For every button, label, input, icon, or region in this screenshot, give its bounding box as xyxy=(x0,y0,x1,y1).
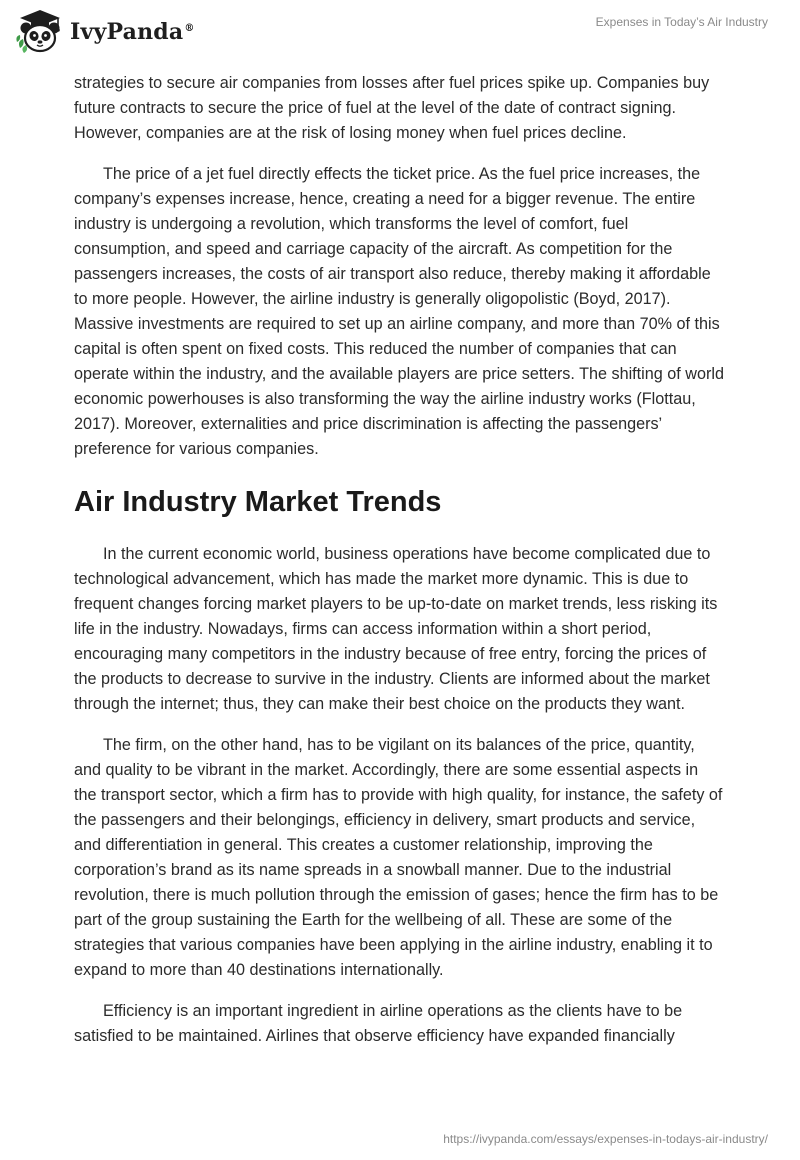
ivypanda-logo[interactable] xyxy=(14,8,195,56)
paragraph-economic-world: In the current economic world, business operations have become complicated due to technological advancement, which has made the market more dynamic. This is due to frequent changes forcing market players to be up-to-date on market trends, less risking its life in the industry. Nowadays, firms can access information within a short period, encouraging many competitors in the industry because of free entry, forcing the prices of the products to decrease to survive in the industry. Clients are informed about the market through the internet; thus, they can make their best choice on the products they want. xyxy=(74,545,718,713)
paragraph-firm-vigilance: The firm, on the other hand, has to be vigilant on its balances of the price, quantity, and quality to be vibrant in the market. Accordingly, there are some essential aspects in the transport sector, which a firm has to provide with high quality, for instance, the safety of the passengers and their belongings, efficiency in delivery, smart products and service, and differentiation in general. This creates a customer relationship, improving the corporation’s brand as its name spreads in a snowball manner. Due to the industrial revolution, there is much pollution through the emission of gases; hence the firm has to be part of the group sustaining the Earth for the wellbeing of all. These are some of the strategies that various companies have been applying in the airline industry, enabling it to expand to more than 40 destinations internationally. xyxy=(74,736,723,979)
panda-graduate-icon xyxy=(14,8,66,56)
registered-mark: ® xyxy=(184,22,195,34)
document-title: Expenses in Today’s Air Industry xyxy=(595,15,768,29)
paragraph-jet-fuel: The price of a jet fuel directly effects the ticket price. As the fuel price increases, the company’s expenses increase, hence, creating a need for a bigger revenue. The entire industry is undergoing a revolution, which transforms the level of comfort, fuel consumption, and speed and carriage capacity of the aircraft. As competition for the passengers increases, the costs of air transport also reduce, thereby making it affordable to more people. However, the airline industry is generally oligopolistic (Boyd, 2017). Massive investments are required to set up an airline company, and more than 70% of this capital is often spent on fixed costs. This reduced the number of companies that can operate within the industry, and the available players are price setters. The shifting of world economic powerhouses is also transforming the way the airline industry works (Flottau, 2017). Moreover, externalities and price discrimination is affecting the passengers’ preference for various companies. xyxy=(74,165,724,458)
essay-content xyxy=(74,71,724,1065)
logo-text: IvyPanda® xyxy=(70,19,195,45)
paragraph-continued: strategies to secure air companies from losses after fuel prices spike up. Companies buy future contracts to secure the price of fuel at the level of the date of contract signing. However, companies are at the risk of losing money when fuel prices decline. xyxy=(74,74,710,142)
source-url-link[interactable]: https://ivypanda.com/essays/expenses-in-todays-air-industry/ xyxy=(443,1132,768,1146)
page-header xyxy=(0,0,800,64)
paragraph-efficiency: Efficiency is an important ingredient in airline operations as the clients have to be satisfied to be maintained. Airlines that observe efficiency have expanded financially xyxy=(74,1002,683,1045)
section-heading: Air Industry Market Trends xyxy=(74,486,442,518)
